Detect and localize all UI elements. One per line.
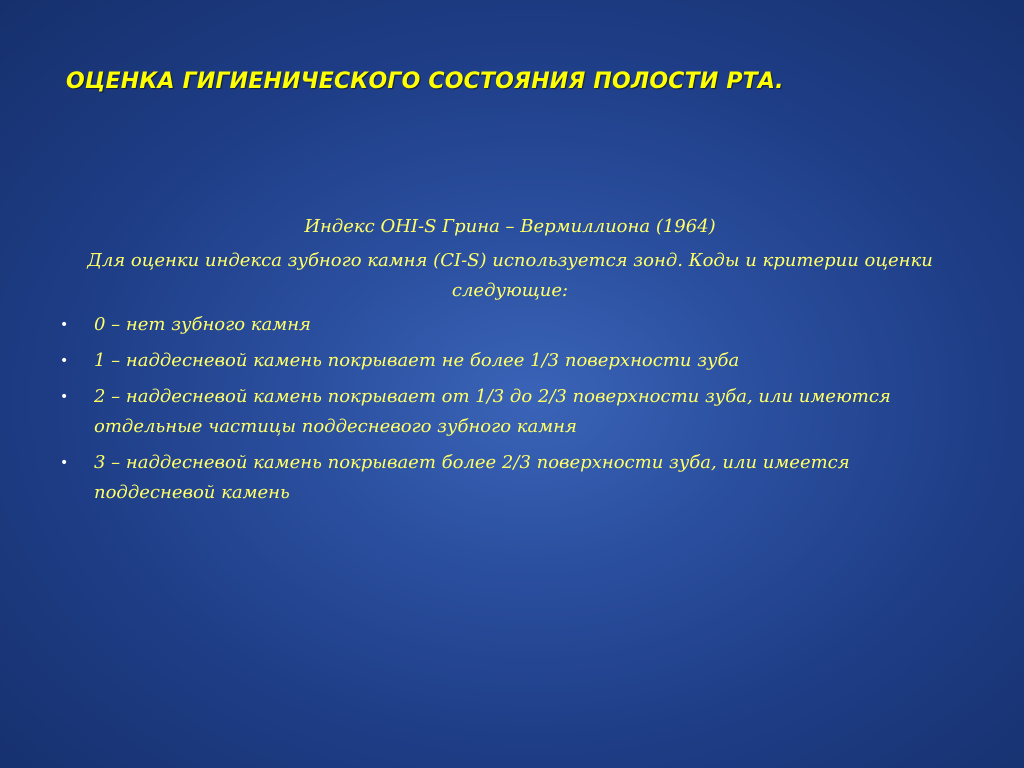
bullet-icon: •	[60, 389, 69, 405]
bullet-icon: •	[60, 317, 69, 333]
criteria-text: 2 – наддесневой камень покрывает от 1/3 до 2/3 поверхности зуба, или имеются отдельные частицы поддесневого зубного камня	[94, 386, 891, 437]
slide-title: ОЦЕНКА ГИГИЕНИЧЕСКОГО СОСТОЯНИЯ ПОЛОСТИ РТА.	[66, 69, 784, 94]
criteria-text: 0 – нет зубного камня	[94, 314, 311, 335]
criteria-list	[60, 310, 960, 508]
list-item	[60, 448, 960, 508]
slide-body	[60, 210, 960, 514]
list-item	[60, 346, 960, 376]
bullet-icon: •	[60, 353, 69, 369]
index-subtitle: Индекс OHI-S Грина – Вермиллиона (1964)	[304, 216, 716, 237]
intro-paragraph: Для оценки индекса зубного камня (CI-S) используется зонд. Коды и критерии оценки следующие:	[87, 250, 933, 301]
list-item	[60, 382, 960, 442]
list-item	[60, 310, 960, 340]
criteria-text: 1 – наддесневой камень покрывает не более 1/3 поверхности зуба	[94, 350, 740, 371]
bullet-icon: •	[60, 455, 69, 471]
criteria-text: 3 – наддесневой камень покрывает более 2/3 поверхности зуба, или имеется поддесневой камень	[94, 452, 850, 503]
